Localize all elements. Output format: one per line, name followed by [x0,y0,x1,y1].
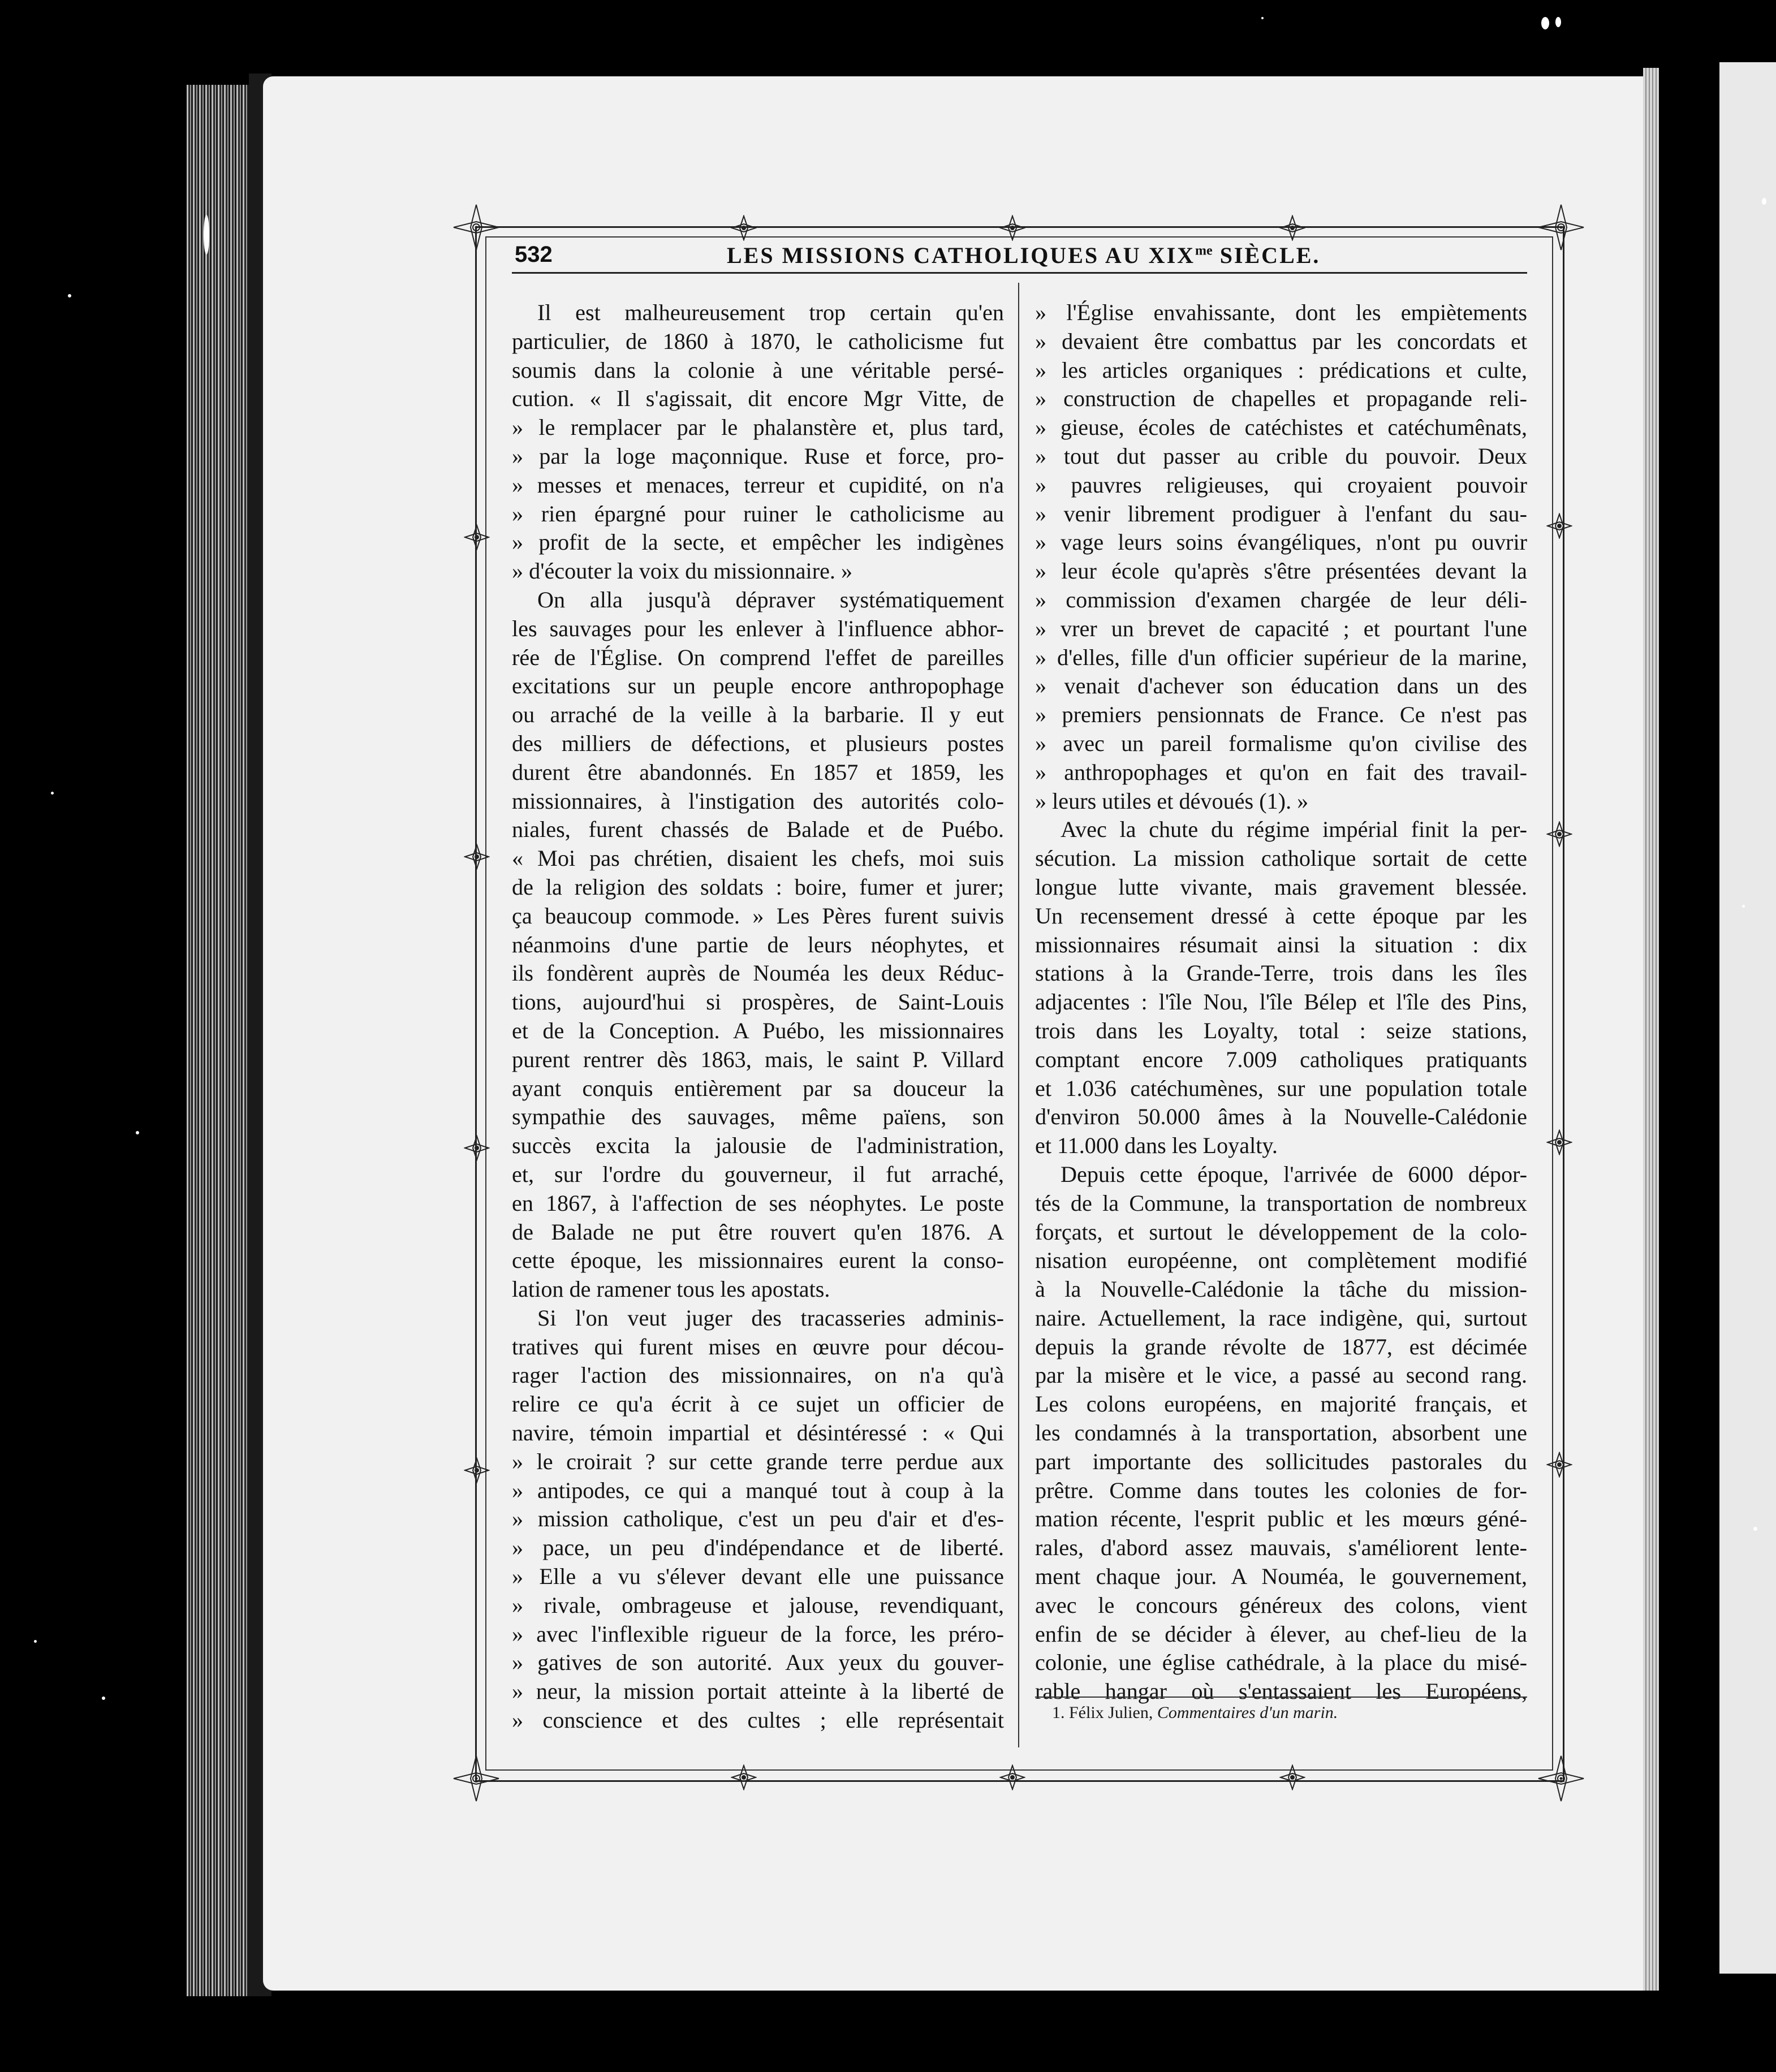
scan-speck [1753,1527,1757,1531]
text-column-right [1035,299,1527,1706]
text-line: particulier, de 1860 à 1870, le catholicisme fut [512,328,1004,354]
text-line: » pauvres religieuses, qui croyaient pouvoir [1035,472,1527,498]
text-line: » messes et menaces, terreur et cupidité, on n'a [512,472,1004,498]
text-line: » rivale, ombrageuse et jalouse, revendiquant, [512,1592,1004,1618]
ornament-icon [1546,513,1572,539]
footnote-rule [1035,1697,1527,1698]
text-line: ils fondèrent auprès de Nouméa les deux Réduc- [512,960,1004,986]
text-line: niales, furent chassés de Balade et de Puébo. [512,817,1004,843]
adjacent-page [1719,62,1776,1974]
ornament-icon [1279,1764,1305,1790]
text-line: » profit de la secte, et empêcher les indigènes [512,529,1004,555]
text-line: adjacentes : l'île Nou, l'île Bélep et l'île des Pins, [1035,989,1527,1015]
ornament-icon [999,1764,1025,1790]
text-line: tratives qui furent mises en œuvre pour décou- [512,1333,1004,1359]
ornament-icon [1546,1129,1572,1155]
text-line: Les colons européens, en majorité français, et [1035,1391,1527,1417]
text-line: ça beaucoup commode. » Les Pères furent suivis [512,903,1004,929]
text-line: et 11.000 dans les Loyalty. [1035,1133,1278,1159]
text-line: » les articles organiques : prédications et culte, [1035,357,1527,383]
scan-speck [1762,198,1766,205]
text-line: sécution. La mission catholique sortait de cette [1035,845,1527,871]
text-line: » vage leurs soins évangéliques, n'ont pu ouvrir [1035,529,1527,555]
ornament-icon [464,1457,490,1483]
text-line: part importante des sollicitudes pastorales du [1035,1448,1527,1474]
text-line: naire. Actuellement, la race indigène, qui, surtout [1035,1305,1527,1331]
text-line: en 1867, à l'affection de ses néophytes. Le poste [512,1190,1004,1216]
text-line: » gieuse, écoles de catéchistes et catéchumênats, [1035,415,1527,441]
text-line: cette époque, les missionnaires eurent la conso- [512,1247,1004,1274]
ornament-icon [731,1764,757,1790]
running-header [512,238,1527,277]
text-line: durent être abandonnés. En 1857 et 1859, les [512,759,1004,785]
scan-speck [34,1640,37,1643]
text-line: sympathie des sauvages, même païens, son [512,1104,1004,1130]
scan-speck [1541,17,1549,29]
text-line: de Balade ne put être rouvert qu'en 1876. A [512,1219,1004,1245]
text-line: » d'écouter la voix du missionnaire. » [512,558,853,584]
text-line: » premiers pensionnats de France. Ce n'est pas [1035,702,1527,728]
text-line: » gatives de son autorité. Aux yeux du gouver- [512,1650,1004,1676]
text-line: les condamnés à la transportation, absorbent une [1035,1420,1527,1446]
text-line: à la Nouvelle-Calédonie la tâche du mission- [1035,1276,1527,1302]
text-line: » antipodes, ce qui a manqué tout à coup à la [512,1477,1004,1503]
text-line: stations à la Grande-Terre, trois dans les îles [1035,960,1527,986]
text-line: » neur, la mission portait atteinte à la liberté de [512,1678,1004,1704]
text-line: » vrer un brevet de capacité ; et pourtant l'une [1035,615,1527,641]
text-line: par la misère et le vice, a passé au second rang. [1035,1362,1527,1388]
text-line: » venait d'achever son éducation dans un des [1035,673,1527,699]
text-line: « Moi pas chrétien, disaient les chefs, moi suis [512,845,1004,871]
text-line: longue lutte vivante, mais gravement blessée. [1035,874,1527,900]
page-stack-right [1643,68,1659,1991]
running-title: LES MISSIONS CATHOLIQUES AU $XIX^{me}$ SIÈCLE. [727,243,1321,268]
text-line: rable hangar où s'entassaient les Européens, [1035,1678,1527,1704]
text-column-left [512,299,1004,1735]
text-line: prêtre. Comme dans toutes les colonies de for- [1035,1477,1527,1503]
text-line: trois dans les Loyalty, total : seize stations, [1035,1017,1527,1043]
text-line: ou arraché de la veille à la barbarie. Il y eut [512,702,1004,728]
scan-speck [51,792,54,795]
corner-ornament-icon [1536,1753,1587,1804]
text-line: Si l'on veut juger des tracasseries adminis- [537,1305,1004,1331]
text-line: » devaient être combattus par les concordats et [1035,328,1527,354]
text-line: rée de l'Église. On comprend l'effet de pareilles [512,644,1004,670]
scan-speck [136,1131,139,1134]
corner-ornament-icon [451,1753,502,1804]
text-line: purent rentrer dès 1863, mais, le saint P. Villard [512,1046,1004,1072]
text-line: » d'elles, fille d'un officier supérieur de la marine, [1035,644,1527,670]
text-line: » avec un pareil formalisme qu'on civilise des [1035,730,1527,756]
text-line: et 1.036 catéchumènes, sur une population totale [1035,1075,1527,1101]
text-line: succès excita la jalousie de l'administration, [512,1133,1004,1159]
text-line: navire, témoin impartial et désintéressé : « Qui [512,1420,1004,1446]
text-line: mation récente, l'esprit public et les mœurs géné- [1035,1506,1527,1532]
scan-speck [1261,17,1264,19]
text-line: rager l'action des missionnaires, on n'a qu'à [512,1362,1004,1388]
text-line: » mission catholique, c'est un peu d'air et d'es- [512,1506,1004,1532]
text-line: » venir librement prodiguer à l'enfant du sau- [1035,500,1527,526]
column-divider [1018,283,1019,1747]
text-line: » le croirait ? sur cette grande terre perdue aux [512,1448,1004,1474]
text-line: et, sur l'ordre du gouverneur, il fut arraché, [512,1161,1004,1187]
text-line: tés de la Commune, la transportation de nombreux [1035,1190,1527,1216]
text-line: missionnaires résumait ainsi la situation : dix [1035,931,1527,957]
text-line: excitations sur un peuple encore anthropophage [512,673,1004,699]
text-line: » Elle a vu s'élever devant elle une puissance [512,1564,1004,1590]
text-line: des milliers de défections, et plusieurs postes [512,730,1004,756]
text-line: Depuis cette époque, l'arrivée de 6000 dépor- [1061,1161,1527,1187]
text-line: » avec l'inflexible rigueur de la force, les préro- [512,1621,1004,1647]
text-line: Avec la chute du régime impérial finit la per- [1061,817,1527,843]
ornament-icon [1546,821,1572,847]
text-line: » tout dut passer au crible du pouvoir. Deux [1035,443,1527,469]
scan-speck [102,1697,105,1700]
text-line: missionnaires, à l'instigation des autorités colo- [512,788,1004,814]
text-line: Un recensement dressé à cette époque par les [1035,903,1527,929]
text-line: » par la loge maçonnique. Ruse et force, pro- [512,443,1004,469]
book-gutter [1657,62,1719,1996]
ornament-icon [1546,1452,1572,1478]
text-line: forçats, et surtout le développement de la colo- [1035,1219,1527,1245]
text-line: d'environ 50.000 âmes à la Nouvelle-Calédonie [1035,1104,1527,1130]
text-line: de la religion des soldats : boire, fumer et jurer; [512,874,1004,900]
text-line: » l'Église envahissante, dont les empiètements [1035,300,1527,325]
text-line: enfin de se décider à élever, au chef-lieu de la [1035,1621,1527,1647]
text-line: » le remplacer par le phalanstère et, plus tard, [512,415,1004,441]
text-line: ment chaque jour. A Nouméa, le gouvernement, [1035,1564,1527,1590]
text-line: néanmoins d'une partie de leurs néophytes, et [512,931,1004,957]
header-rule [512,272,1527,274]
text-line: les sauvages pour les enlever à l'influence abhor- [512,615,1004,641]
footnote: 1. Félix Julien, Commentaires d'un marin. [1052,1703,1338,1722]
text-line: nisation européenne, ont complètement modifié [1035,1247,1527,1274]
corner-ornament-icon [451,202,502,253]
text-line: ayant conquis entièrement par sa douceur la [512,1075,1004,1101]
text-line: » commission d'examen chargée de leur déli- [1035,586,1527,612]
scan-speck [1555,17,1561,27]
text-line: avec le concours généreux des colons, vient [1035,1592,1527,1618]
page-number: 532 [515,242,553,267]
text-line: » pace, un peu d'indépendance et de liberté. [512,1535,1004,1561]
text-line: » leur école qu'après s'être présentées devant la [1035,558,1527,584]
text-line: lation de ramener tous les apostats. [512,1276,830,1302]
text-line: soumis dans la colonie à une véritable persé- [512,357,1004,383]
text-line: » conscience et des cultes ; elle représentait [512,1707,1004,1733]
ornament-icon [464,1135,490,1161]
text-line: colonie, une église cathédrale, à la place du misé- [1035,1650,1527,1676]
text-line: cution. « Il s'agissait, dit encore Mgr Vitte, de [512,386,1004,412]
text-line: » anthropophages et qu'on en fait des travail- [1035,759,1527,785]
scan-speck [1742,905,1745,908]
text-line: relire ce qu'a écrit à ce sujet un officier de [512,1391,1004,1417]
corner-ornament-icon [1536,202,1587,253]
scan-speck [204,215,209,254]
scan-speck [68,294,71,297]
text-line: comptant encore 7.009 catholiques pratiquants [1035,1046,1527,1072]
text-line: » leurs utiles et dévoués (1). » [1035,788,1309,814]
text-line: Il est malheureusement trop certain qu'en [537,300,1004,325]
ornament-icon [464,524,490,550]
text-line: On alla jusqu'à dépraver systématiquement [537,586,1004,612]
text-line: depuis la grande révolte de 1877, est décimée [1035,1333,1527,1359]
text-line: tions, aujourd'hui si prospères, de Saint-Louis [512,989,1004,1015]
text-line: » construction de chapelles et propagande reli- [1035,386,1527,412]
ornament-icon [464,844,490,870]
text-line: rales, d'abord assez mauvais, s'améliorent lente- [1035,1535,1527,1561]
text-line: et de la Conception. A Puébo, les missionnaires [512,1017,1004,1043]
text-line: » rien épargné pour ruiner le catholicisme au [512,500,1004,526]
